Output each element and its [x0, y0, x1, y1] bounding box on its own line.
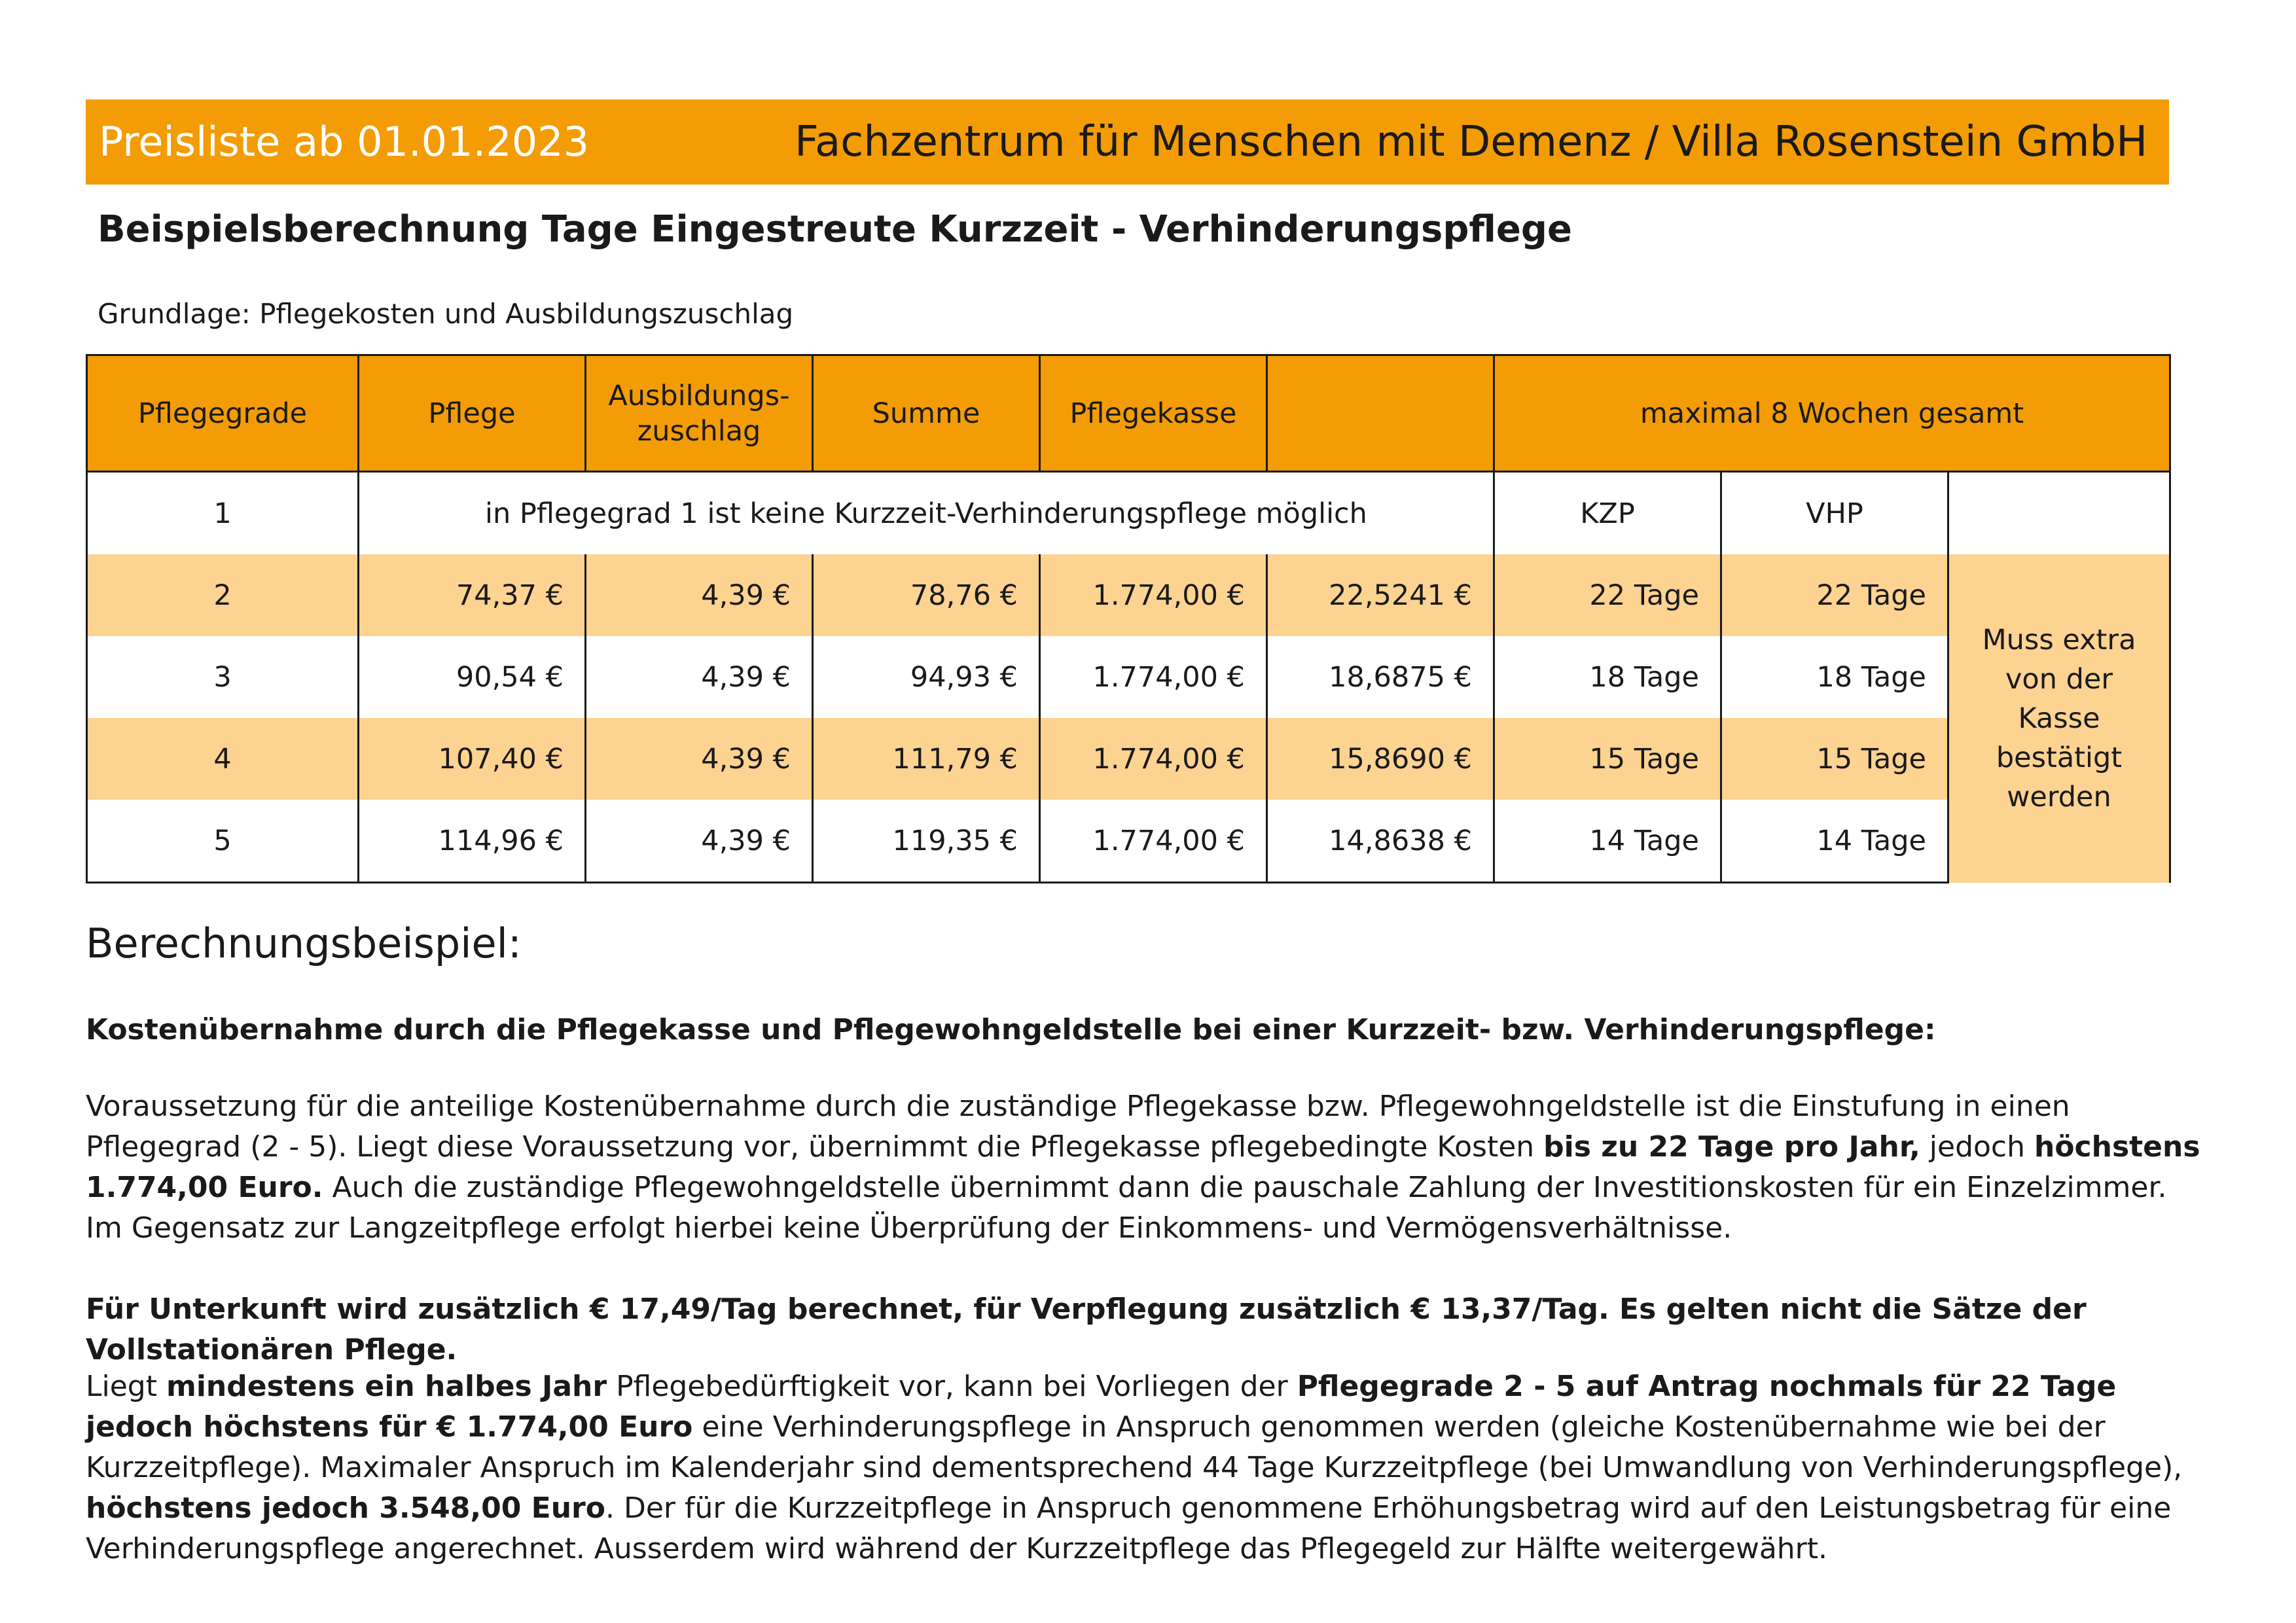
kasse-cell: 1.774,00 € — [1040, 718, 1267, 800]
kasse-cell: 1.774,00 € — [1040, 554, 1267, 636]
pflege-cell: 114,96 € — [359, 800, 586, 883]
confirmation-note: Muss extra von der Kasse bestätigt werden — [1948, 554, 2170, 883]
header-max-weeks: maximal 8 Wochen gesamt — [1494, 355, 2170, 472]
vhp-cell: 18 Tage — [1721, 636, 1948, 718]
kzp-cell: 18 Tage — [1494, 636, 1721, 718]
grade-cell: 5 — [87, 800, 359, 883]
table-row — [87, 472, 2170, 555]
section-title: Berechnungsbeispiel: — [86, 919, 522, 967]
ausbildung-cell: 4,39 € — [586, 554, 813, 636]
paragraph-requirements: Voraussetzung für die anteilige Kostenübernahme durch die zuständige Pflegekasse bzw. Pflegewohngeldstelle ist die Einstufung in einen Pflegegrad (2 - 5). Liegt diese Voraussetzung vor, übernimmt die Pflegekasse pflegebedingte Kosten bis zu 22 Tage pro Jahr, jedoch höchstens 1.774,00 Euro. Auch die zuständige Pflegewohngeldstelle übernimmt dann die pauschale Zahlung der Investitionskosten für ein Einzelzimmer. Im Gegensatz zur Langzeitpflege erfolgt hierbei keine Überprüfung der Einkommens- und Vermögensverhältnisse. — [86, 1090, 2200, 1245]
table-row — [87, 718, 2170, 800]
summe-cell: 78,76 € — [813, 554, 1040, 636]
empty-cell — [1948, 472, 2170, 555]
kzp-cell: 14 Tage — [1494, 800, 1721, 883]
grade-cell: 2 — [87, 554, 359, 636]
quotient-cell: 14,8638 € — [1267, 800, 1494, 883]
header-ausbildungszuschlag: Ausbildungs- zuschlag — [586, 355, 813, 472]
quotient-cell: 22,5241 € — [1267, 554, 1494, 636]
ausbildung-cell: 4,39 € — [586, 718, 813, 800]
kasse-cell: 1.774,00 € — [1040, 800, 1267, 883]
grade-cell: 3 — [87, 636, 359, 718]
ausbildung-cell: 4,39 € — [586, 636, 813, 718]
grade-cell: 4 — [87, 718, 359, 800]
paragraph-respite-care: Liegt mindestens ein halbes Jahr Pflegebedürftigkeit vor, kann bei Vorliegen der Pflegegrade 2 - 5 auf Antrag nochmals für 22 Tage jedoch höchstens für € 1.774,00 Euro eine Verhinderungspflege in Anspruch genommen werden (gleiche Kostenübernahme wie bei der Kurzzeitpflege). Maximaler Anspruch im Kalenderjahr sind dementsprechend 44 Tage Kurzzeitpflege (bei Umwandlung von Verhinderungspflege), höchstens jedoch 3.548,00 Euro. Der für die Kurzzeitpflege in Anspruch genommene Erhöhungsbetrag wird auf den Leistungsbetrag für eine Verhinderungspflege angerechnet. Ausserdem wird während der Kurzzeitpflege das Pflegegeld zur Hälfte weitergewährt. — [86, 1370, 2183, 1565]
table-row — [87, 800, 2170, 883]
kasse-cell: 1.774,00 € — [1040, 636, 1267, 718]
vhp-cell: 22 Tage — [1721, 554, 1948, 636]
no-care-note: in Pflegegrad 1 ist keine Kurzzeit-Verhinderungspflege möglich — [359, 472, 1494, 555]
paragraph-accommodation: Für Unterkunft wird zusätzlich € 17,49/Tag berechnet, für Verpflegung zusätzlich € 13,37/Tag. Es gelten nicht die Sätze der Vollstationären Pflege. — [86, 1293, 2087, 1366]
ausbildung-cell: 4,39 € — [586, 800, 813, 883]
grade-cell: 1 — [87, 472, 359, 555]
pflege-cell: 74,37 € — [359, 554, 586, 636]
calculation-basis: Grundlage: Pflegekosten und Ausbildungszuschlag — [98, 298, 794, 330]
header-banner — [86, 99, 2169, 185]
header-pflege: Pflege — [359, 355, 586, 472]
price-list-date: Preisliste ab 01.01.2023 — [99, 118, 590, 166]
table-row — [87, 554, 2170, 636]
summe-cell: 119,35 € — [813, 800, 1040, 883]
quotient-cell: 18,6875 € — [1267, 636, 1494, 718]
quotient-cell: 15,8690 € — [1267, 718, 1494, 800]
pflege-cell: 107,40 € — [359, 718, 586, 800]
vhp-cell: 14 Tage — [1721, 800, 1948, 883]
kzp-label: KZP — [1494, 472, 1721, 555]
header-summe: Summe — [813, 355, 1040, 472]
summe-cell: 111,79 € — [813, 718, 1040, 800]
vhp-label: VHP — [1721, 472, 1948, 555]
cost-coverage-heading: Kostenübernahme durch die Pflegekasse und Pflegewohngeldstelle bei einer Kurzzeit- bzw. Verhinderungspflege: — [86, 1013, 1936, 1046]
institution-name: Fachzentrum für Menschen mit Demenz / Villa Rosenstein GmbH — [795, 118, 2148, 166]
header-blank — [1267, 355, 1494, 472]
summe-cell: 94,93 € — [813, 636, 1040, 718]
kzp-cell: 15 Tage — [1494, 718, 1721, 800]
table-header-row — [87, 355, 2170, 472]
page-title: Beispielsberechnung Tage Eingestreute Kurzzeit - Verhinderungspflege — [98, 208, 1572, 251]
header-pflegegrade: Pflegegrade — [87, 355, 359, 472]
price-table — [86, 354, 2171, 883]
table-row — [87, 636, 2170, 718]
kzp-cell: 22 Tage — [1494, 554, 1721, 636]
header-pflegekasse: Pflegekasse — [1040, 355, 1267, 472]
pflege-cell: 90,54 € — [359, 636, 586, 718]
vhp-cell: 15 Tage — [1721, 718, 1948, 800]
